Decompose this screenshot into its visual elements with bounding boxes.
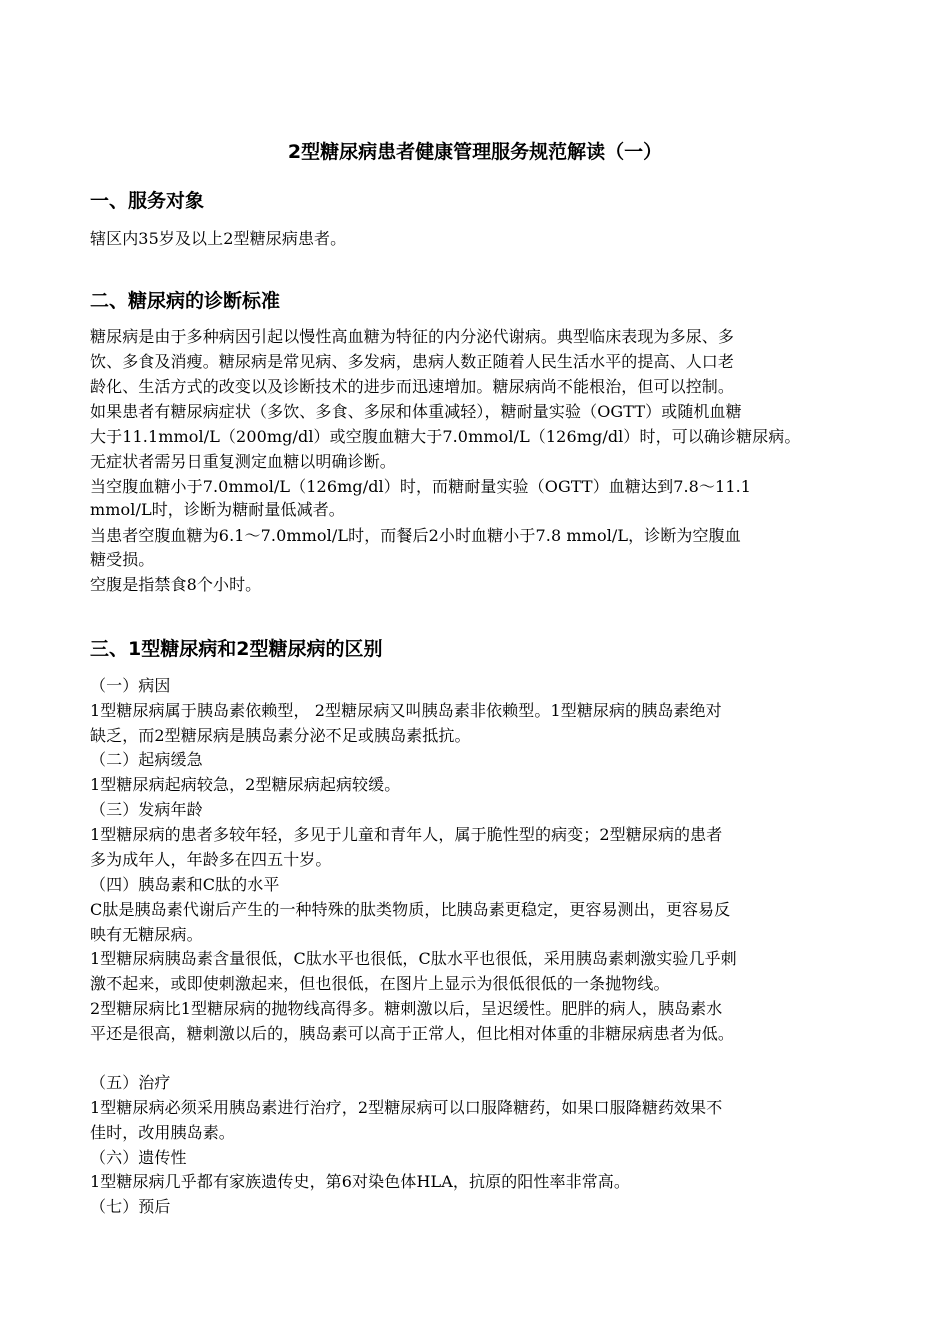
paragraph-line: 龄化、生活方式的改变以及诊断技术的进步而迅速增加。糖尿病尚不能根治，但可以控制。: [90, 377, 735, 396]
paragraph-line: 缺乏，而2型糖尿病是胰岛素分泌不足或胰岛素抵抗。: [90, 726, 471, 745]
paragraph-line: 映有无糖尿病。: [90, 925, 203, 944]
paragraph-line: 平还是很高，糖刺激以后的，胰岛素可以高于正常人，但比相对体重的非糖尿病患者为低。: [90, 1024, 735, 1043]
section-heading-type-differences: 三、1型糖尿病和2型糖尿病的区别: [90, 638, 383, 660]
subheading-insulin-c-peptide: （四）胰岛素和C肽的水平: [90, 875, 280, 894]
paragraph-line: 当患者空腹血糖为6.1～7.0mmol/L时，而餐后2小时血糖小于7.8 mmol/L，诊断为空腹血: [90, 526, 741, 545]
paragraph-line: 糖尿病是由于多种病因引起以慢性高血糖为特征的内分泌代谢病。典型临床表现为多尿、多: [90, 327, 735, 346]
subheading-age: （三）发病年龄: [90, 800, 203, 819]
subheading-treatment: （五）治疗: [90, 1073, 171, 1092]
paragraph-line: 2型糖尿病比1型糖尿病的抛物线高得多。糖刺激以后，呈迟缓性。肥胖的病人，胰岛素水: [90, 999, 723, 1018]
paragraph-line: 1型糖尿病几乎都有家族遗传史，第6对染色体HLA，抗原的阳性率非常高。: [90, 1172, 630, 1191]
paragraph-line: 1型糖尿病属于胰岛素依赖型， 2型糖尿病又叫胰岛素非依赖型。1型糖尿病的胰岛素绝对: [90, 701, 722, 720]
paragraph-line: 1型糖尿病起病较急，2型糖尿病起病较缓。: [90, 775, 401, 794]
paragraph-line: 饮、多食及消瘦。糖尿病是常见病、多发病，患病人数正随着人民生活水平的提高、人口老: [90, 352, 735, 371]
section-heading-service-target: 一、服务对象: [90, 190, 205, 212]
paragraph-line: 如果患者有糖尿病症状（多饮、多食、多尿和体重减轻），糖耐量实验（OGTT）或随机血糖: [90, 402, 742, 421]
paragraph-line: C肽是胰岛素代谢后产生的一种特殊的肽类物质，比胰岛素更稳定，更容易测出，更容易反: [90, 900, 731, 919]
paragraph-line: 辖区内35岁及以上2型糖尿病患者。: [90, 229, 347, 248]
paragraph-line: 空腹是指禁食8个小时。: [90, 575, 262, 594]
paragraph-line: 佳时，改用胰岛素。: [90, 1123, 235, 1142]
section-heading-diagnosis: 二、糖尿病的诊断标准: [90, 290, 281, 312]
paragraph-line: 无症状者需另日重复测定血糖以明确诊断。: [90, 452, 396, 471]
paragraph-line: 1型糖尿病胰岛素含量很低，C肽水平也很低，C肽水平也很低，采用胰岛素刺激实验几乎刺: [90, 949, 737, 968]
subheading-heredity: （六）遗传性: [90, 1148, 187, 1167]
subheading-cause: （一）病因: [90, 676, 171, 695]
paragraph-line: 多为成年人，年龄多在四五十岁。: [90, 850, 332, 869]
subheading-prognosis: （七）预后: [90, 1197, 171, 1216]
paragraph-line: 大于11.1mmol/L（200mg/dl）或空腹血糖大于7.0mmol/L（126mg/dl）时，可以确诊糖尿病。: [90, 427, 801, 446]
document-title: 2型糖尿病患者健康管理服务规范解读（一）: [287, 141, 663, 163]
paragraph-line: mmol/L时，诊断为糖耐量低减者。: [90, 500, 345, 519]
paragraph-line: 1型糖尿病必须采用胰岛素进行治疗，2型糖尿病可以口服降糖药，如果口服降糖药效果不: [90, 1098, 723, 1117]
paragraph-line: 1型糖尿病的患者多较年轻，多见于儿童和青年人，属于脆性型的病变；2型糖尿病的患者: [90, 825, 723, 844]
paragraph-line: 当空腹血糖小于7.0mmol/L（126mg/dl）时，而糖耐量实验（OGTT）血糖达到7.8～11.1: [90, 477, 752, 496]
subheading-onset: （二）起病缓急: [90, 750, 203, 769]
paragraph-line: 糖受损。: [90, 550, 155, 569]
paragraph-line: 激不起来，或即使刺激起来，但也很低，在图片上显示为很低很低的一条抛物线。: [90, 974, 670, 993]
